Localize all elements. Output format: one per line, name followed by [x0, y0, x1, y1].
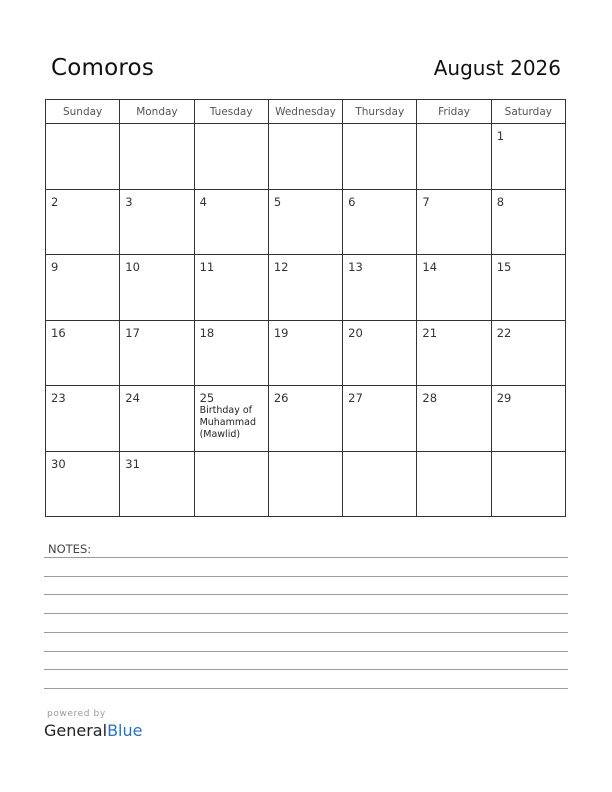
day-cell: [417, 255, 491, 321]
day-number: 30: [51, 456, 66, 471]
note-line: [44, 613, 568, 614]
brand-general: General: [44, 721, 108, 740]
day-cell: [194, 451, 268, 517]
day-cell: [491, 451, 565, 517]
day-cell: [120, 386, 194, 452]
day-number: 26: [273, 391, 289, 405]
month-year: August 2026: [433, 56, 561, 80]
day-cell: [268, 320, 342, 386]
weekday-thursday: Thursday: [343, 100, 417, 124]
note-line: [44, 632, 568, 633]
day-cell: [343, 386, 417, 452]
day-cell: [491, 386, 565, 452]
day-number: 3: [125, 194, 133, 209]
week-row: [46, 189, 566, 255]
day-number: 11: [199, 260, 215, 274]
day-cell: [194, 320, 268, 386]
day-cell: [46, 320, 120, 386]
note-line: [44, 594, 568, 595]
weekday-monday: Monday: [120, 100, 194, 124]
holiday-label: Birthday of Muhammad (Mawlid): [199, 405, 256, 440]
note-line: [44, 557, 568, 558]
day-cell: [343, 255, 417, 321]
day-cell: [268, 386, 342, 452]
weekday-friday: Friday: [417, 100, 491, 124]
day-number: 1: [496, 129, 505, 143]
day-number: 16: [51, 325, 66, 340]
day-cell: [343, 320, 417, 386]
note-line: [44, 576, 568, 577]
day-cell: [46, 451, 120, 517]
day-cell: [343, 124, 417, 190]
day-cell: [194, 386, 268, 452]
day-cell: [417, 451, 491, 517]
day-cell: [417, 386, 491, 452]
notes-label: NOTES:: [48, 542, 92, 556]
day-cell: [194, 124, 268, 190]
day-cell: [343, 451, 417, 517]
day-number: 6: [348, 194, 356, 209]
weekday-saturday: Saturday: [491, 100, 565, 124]
day-cell: [120, 255, 194, 321]
day-cell: [46, 386, 120, 452]
day-cell: [194, 189, 268, 255]
day-number: 20: [348, 325, 363, 340]
day-number: 4: [199, 194, 207, 209]
weekday-tuesday: Tuesday: [194, 100, 268, 124]
day-number: 29: [496, 391, 512, 405]
day-cell: [120, 320, 194, 386]
page-title: Comoros: [51, 55, 155, 81]
day-number: 2: [51, 194, 59, 209]
day-number: 12: [273, 260, 289, 274]
day-number: 13: [348, 260, 363, 274]
week-row: [46, 386, 566, 452]
day-cell: [417, 320, 491, 386]
day-number: 27: [348, 391, 363, 405]
day-number: 28: [422, 391, 438, 405]
day-number: 15: [496, 260, 512, 274]
day-number: 22: [496, 325, 512, 340]
weekday-header-row: [46, 100, 566, 124]
day-cell: [417, 124, 491, 190]
day-cell: [120, 189, 194, 255]
day-cell: [194, 255, 268, 321]
day-cell: [120, 451, 194, 517]
day-cell: [491, 255, 565, 321]
calendar-grid: [45, 99, 566, 517]
day-number: 31: [125, 456, 140, 471]
day-cell: [268, 255, 342, 321]
day-cell: [343, 189, 417, 255]
day-number: 21: [422, 325, 438, 340]
day-number: 10: [125, 260, 140, 274]
day-cell: [268, 124, 342, 190]
day-cell: [268, 189, 342, 255]
brand-logo[interactable]: [44, 721, 142, 740]
week-row: [46, 320, 566, 386]
day-cell: [268, 451, 342, 517]
day-number: 8: [496, 194, 505, 209]
day-number: 19: [273, 325, 289, 340]
day-number: 24: [125, 391, 140, 405]
day-cell: [417, 189, 491, 255]
day-cell: [491, 320, 565, 386]
day-number: 9: [51, 260, 59, 274]
note-line: [44, 651, 568, 652]
week-row: [46, 451, 566, 517]
day-cell: [46, 255, 120, 321]
day-number: 5: [273, 194, 282, 209]
day-cell: [46, 124, 120, 190]
note-line: [44, 688, 568, 689]
day-cell: [491, 124, 565, 190]
week-row: [46, 124, 566, 190]
weekday-wednesday: Wednesday: [268, 100, 342, 124]
day-number: 18: [199, 325, 215, 340]
day-number: 14: [422, 260, 438, 274]
day-number: 25: [199, 391, 215, 405]
day-cell: [46, 189, 120, 255]
brand-blue: Blue: [107, 721, 143, 740]
day-number: 17: [125, 325, 140, 340]
week-row: [46, 255, 566, 321]
day-number: 7: [422, 194, 430, 209]
day-cell: [491, 189, 565, 255]
powered-by-text: powered by: [47, 709, 106, 719]
note-line: [44, 669, 568, 670]
day-number: 23: [51, 391, 66, 405]
weekday-sunday: Sunday: [46, 100, 120, 124]
day-cell: [120, 124, 194, 190]
